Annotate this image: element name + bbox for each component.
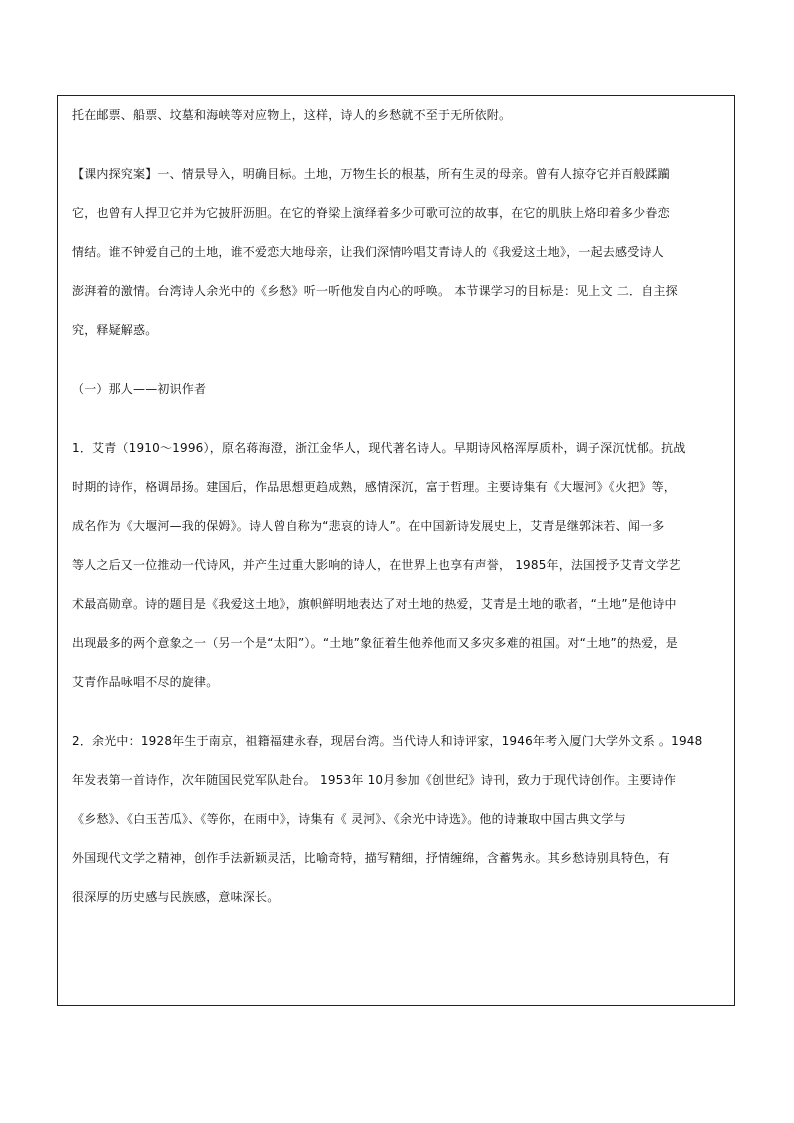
paragraph-spacer [72, 358, 724, 378]
text-line: 《乡愁》、《白玉苦瓜》、《等你，在雨中》，诗集有《 灵河》、《余光中诗选》。他的诗兼取中国古典文学与 [72, 812, 626, 826]
paragraph-spacer [72, 710, 724, 730]
text-line: 艾青作品咏唱不尽的旋律。 [72, 675, 219, 689]
text-line: 出现最多的两个意象之一（另一个是“太阳”）。“土地”象征着生他养他而又多灾多难的祖国。对“土地”的热爱，是 [72, 636, 678, 650]
text-line: 年发表第一首诗作，次年随国民党军队赴台。 1953年 10月参加《创世纪》诗刊，致力于现代诗创作。主要诗作 [72, 773, 677, 787]
text-line: 情结。谁不钟爱自己的土地，谁不爱恋大地母亲，让我们深情吟唱艾青诗人的《我爱这土地》，一起去感受诗人 [72, 245, 664, 259]
text-line: 1．艾青（1910～1996），原名蒋海澄，浙江金华人，现代著名诗人。早期诗风格浑厚质朴，调子深沉忧郁。抗战 [72, 441, 686, 455]
section-yu-guangzhong [72, 730, 724, 908]
text-line: 【课内探究案】一、情景导入，明确目标。土地，万物生长的根基，所有生灵的母亲。曾有人掠夺它并百般蹂躏 [72, 167, 670, 181]
text-line: 等人之后又一位推动一代诗风，并产生过重大影响的诗人，在世界上也享有声誉， 1985年，法国授予艾青文学艺 [72, 558, 681, 572]
text-line: 成名作为《大堰河—我的保姆》。诗人曾自称为“悲哀的诗人”。在中国新诗发展史上，艾青是继郭沫若、闻一多 [72, 519, 665, 533]
paragraph-spacer [72, 417, 724, 437]
text-line: 外国现代文学之精神，创作手法新颖灵活，比喻奇特，描写精细，抒情缠绵，含蓄隽永。其乡愁诗别具特色，有 [72, 851, 670, 865]
intro-line: 托在邮票、船票、坟墓和海峡等对应物上，这样，诗人的乡愁就不至于无所依附。 [72, 108, 512, 122]
text-line: 术最高勋章。诗的题目是《我爱这土地》，旗帜鲜明地表达了对土地的热爱，艾青是土地的歌者，“土地”是他诗中 [72, 597, 677, 611]
text-line: 究，释疑解惑。 [72, 323, 158, 337]
section-classroom-inquiry [72, 163, 724, 341]
section-heading: （一）那人——初识作者 [72, 382, 207, 396]
section-ai-qing [72, 437, 724, 693]
text-line: 澎湃着的激情。台湾诗人余光中的《乡愁》听一听他发自内心的呼唤。 本节课学习的目标是：见上文 二．自主探 [72, 284, 678, 298]
text-line: 很深厚的历史感与民族感，意味深长。 [72, 890, 280, 904]
document-body [72, 104, 724, 925]
text-line: 2．余光中：1928年生于南京，祖籍福建永春，现居台湾。当代诗人和诗评家，1946年考入厦门大学外文系 。1948 [72, 734, 703, 748]
text-line: 它，也曾有人捍卫它并为它披肝沥胆。在它的脊梁上演绎着多少可歌可泣的故事，在它的肌肤上烙印着多少眷恋 [72, 206, 670, 220]
paragraph-spacer [72, 143, 724, 163]
text-line: 时期的诗作，格调昂扬。建国后，作品思想更趋成熟，感情深沉，富于哲理。主要诗集有《大堰河》《火把》等， [72, 480, 677, 494]
